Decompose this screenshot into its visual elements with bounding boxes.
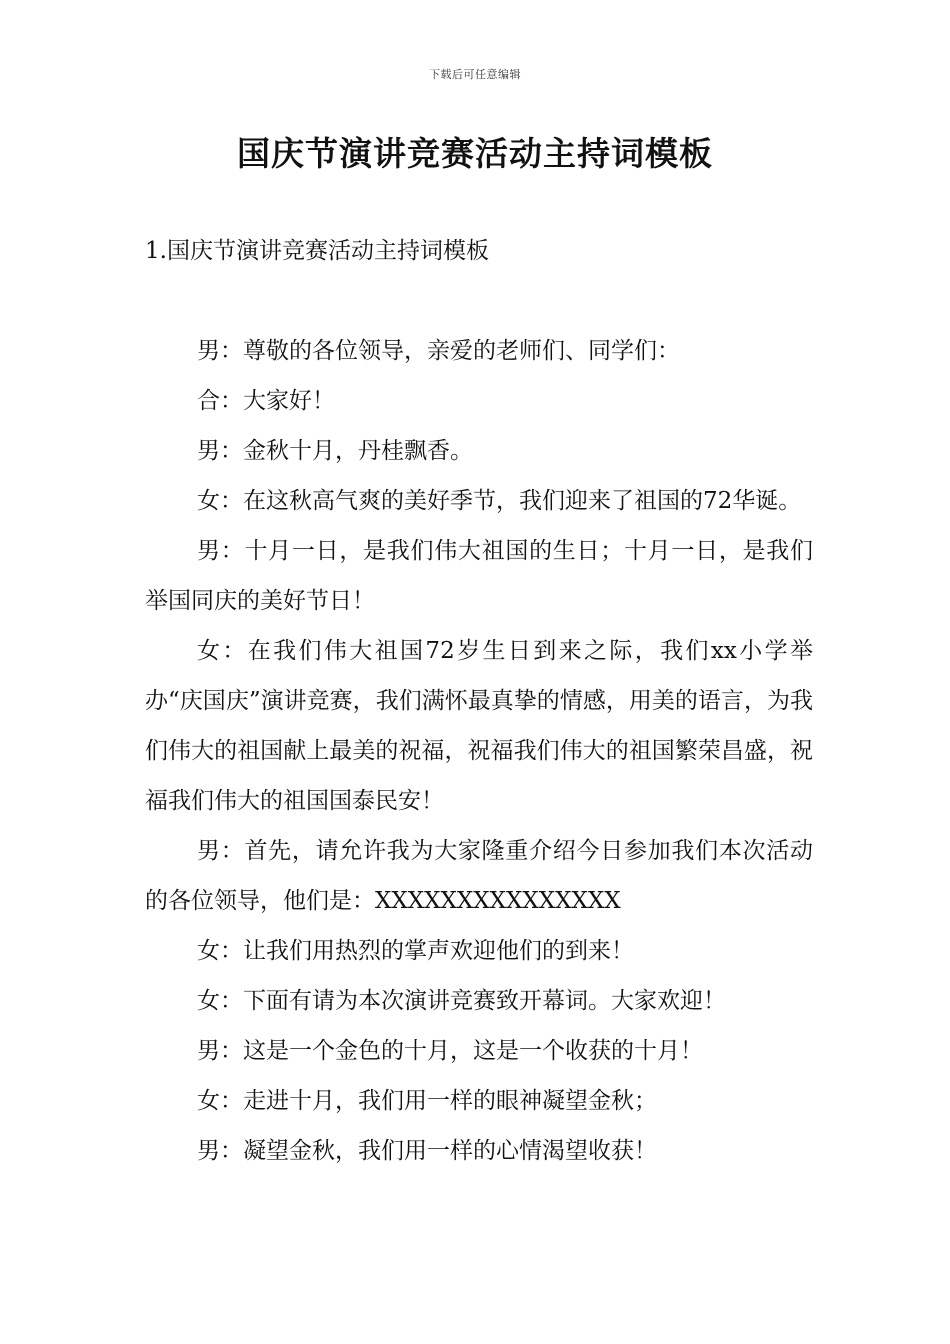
paragraph: 女：在我们伟大祖国72岁生日到来之际，我们xx小学举办“庆国庆”演讲竞赛，我们满怀最真挚的情感，用美的语言，为我们伟大的祖国献上最美的祝福，祝福我们伟大的祖国繁荣昌盛，祝福我们伟大的祖国国泰民安！ <box>145 638 813 814</box>
paragraph: 女：在这秋高气爽的美好季节，我们迎来了祖国的72华诞。 <box>197 488 802 514</box>
paragraph: 男：首先，请允许我为大家隆重介绍今日参加我们本次活动的各位领导，他们是：XXXXXXXXXXXXXXX <box>145 838 813 914</box>
paragraph: 男：尊敬的各位领导，亲爱的老师们、同学们： <box>197 338 680 364</box>
header-note: 下载后可任意编辑 <box>429 68 521 81</box>
document-title: 国庆节演讲竞赛活动主持词模板 <box>237 134 713 173</box>
section-heading: 1.国庆节演讲竞赛活动主持词模板 <box>145 238 489 264</box>
paragraph: 女：下面有请为本次演讲竞赛致开幕词。大家欢迎！ <box>197 988 726 1014</box>
paragraph: 合：大家好！ <box>197 388 335 414</box>
paragraph: 女：让我们用热烈的掌声欢迎他们的到来！ <box>197 938 634 964</box>
paragraph: 女：走进十月，我们用一样的眼神凝望金秋； <box>197 1088 657 1114</box>
document-body <box>145 326 813 1176</box>
paragraph: 男：金秋十月，丹桂飘香。 <box>197 438 473 464</box>
paragraph: 男：凝望金秋，我们用一样的心情渴望收获！ <box>197 1138 657 1164</box>
paragraph: 男：十月一日，是我们伟大祖国的生日；十月一日，是我们举国同庆的美好节日！ <box>145 538 813 614</box>
paragraph: 男：这是一个金色的十月，这是一个收获的十月！ <box>197 1038 703 1064</box>
